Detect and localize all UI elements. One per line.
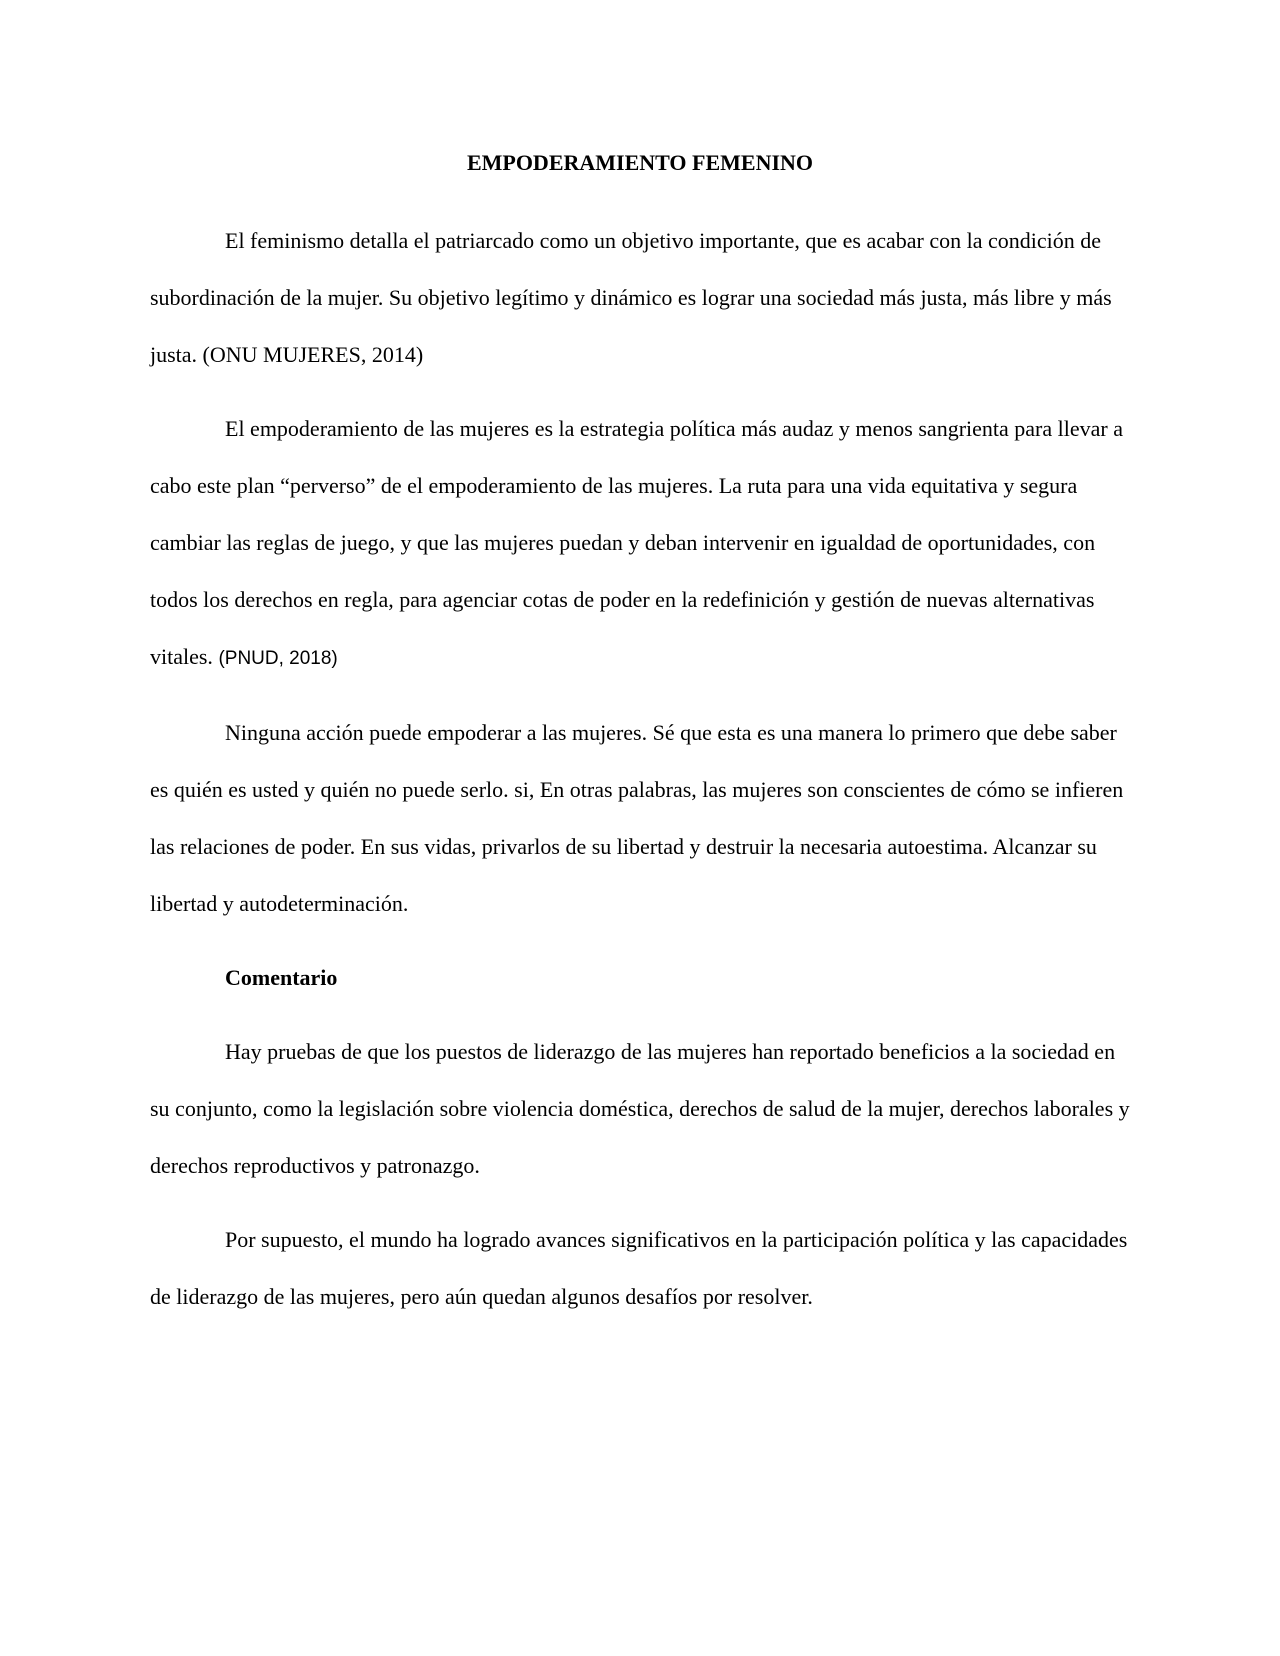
document-body bbox=[150, 212, 1134, 1342]
paragraph-empoderamiento bbox=[150, 400, 1134, 687]
paragraph-text: El feminismo detalla el patriarcado como un objetivo importante, que es acabar con la condición de subordinación de la mujer. Su objetivo legítimo y dinámico es lograr una sociedad más justa, más libre y más justa. (ONU MUJERES, 2014) bbox=[150, 228, 1112, 367]
paragraph-liderazgo bbox=[150, 1023, 1134, 1194]
paragraph-text: Por supuesto, el mundo ha logrado avances significativos en la participación política y las capacidades de liderazgo de las mujeres, pero aún quedan algunos desafíos por resolver. bbox=[150, 1227, 1128, 1309]
paragraph-text: Ninguna acción puede empoderar a las mujeres. Sé que esta es una manera lo primero que debe saber es quién es usted y quién no puede serlo. si, En otras palabras, las mujeres son conscientes de cómo se infieren las relaciones de poder. En sus vidas, privarlos de su libertad y destruir la necesaria autoestima. Alcanzar su libertad y autodeterminación. bbox=[150, 720, 1124, 916]
section-heading-comentario: Comentario bbox=[225, 965, 338, 990]
paragraph-text: El empoderamiento de las mujeres es la estrategia política más audaz y menos sangrienta para llevar a cabo este plan “perverso” de el empoderamiento de las mujeres. La ruta para una vida equitativa y segura cambiar las reglas de juego, y que las mujeres puedan y deban intervenir en igualdad de oportunidades, con todos los derechos en regla, para agenciar cotas de poder en la redefinición y gestión de nuevas alternativas vitales. bbox=[150, 416, 1123, 669]
paragraph-feminismo bbox=[150, 212, 1134, 383]
paragraph-ninguna-accion bbox=[150, 704, 1134, 932]
paragraph-avances bbox=[150, 1211, 1134, 1325]
document-title: EMPODERAMIENTO FEMENINO bbox=[466, 150, 814, 175]
paragraph-text: Hay pruebas de que los puestos de liderazgo de las mujeres han reportado beneficios a la sociedad en su conjunto, como la legislación sobre violencia doméstica, derechos de salud de la mujer, derechos laborales y derechos reproductivos y patronazgo. bbox=[150, 1039, 1130, 1178]
citation: (PNUD, 2018) bbox=[218, 648, 338, 669]
